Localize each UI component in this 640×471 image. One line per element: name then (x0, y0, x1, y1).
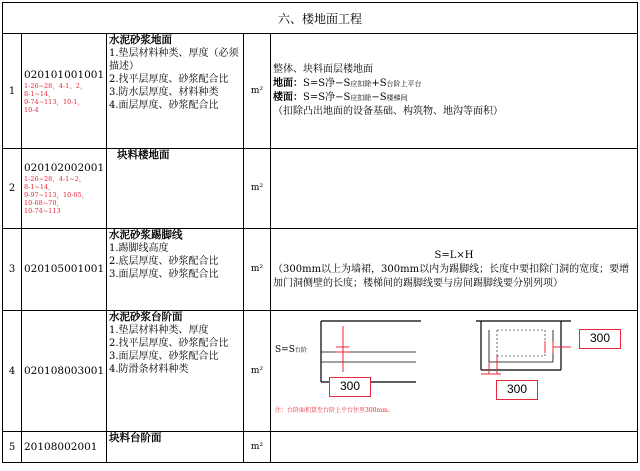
item-name: 水泥砂浆地面 (109, 34, 172, 46)
code-ref-line: 8-1~14， (24, 89, 55, 98)
code-ref (24, 175, 104, 215)
code-ref-line: 10-68~70， (24, 199, 63, 207)
dim-label: 300 (329, 377, 371, 397)
bill-table (2, 33, 638, 463)
rule-note: 注：台阶面积算至台阶上平台往里300mm。 (275, 406, 394, 414)
item-name-cell (107, 149, 244, 229)
feature-line: 2.找平层厚度、砂浆配合比 (109, 74, 229, 85)
unit: m² (244, 311, 271, 432)
row-number: 4 (3, 311, 22, 432)
item-code: 20108002001 (22, 432, 107, 463)
code-ref-line: 9-74~113，10-1， (24, 97, 85, 106)
table-row (3, 311, 638, 432)
feature-line: 3.防水层厚度、材料种类 (109, 87, 219, 98)
feature-line: 4.防滑条材料种类 (109, 364, 189, 375)
rule-story: 楼面：S=S净−S应扣除−S楼梯间 (273, 92, 408, 103)
rule-cell (271, 149, 638, 229)
rule-formula: S=L×H (434, 249, 474, 261)
unit: m² (244, 229, 271, 311)
item-code: 020101001001 (24, 68, 105, 81)
rule-cell (271, 432, 638, 463)
unit: m² (244, 432, 271, 463)
section-title: 六、楼地面工程 (2, 2, 638, 34)
unit: m² (244, 34, 271, 149)
rule-line: 整体、块料面层楼地面 (273, 64, 373, 75)
code-ref (24, 82, 104, 114)
item-code: 020102002001 (24, 162, 105, 174)
feature-line: 2.找平层厚度、砂浆配合比 (109, 338, 229, 349)
item-name: 水泥砂浆踢脚线 (109, 229, 183, 241)
dim-label: 300 (579, 329, 621, 349)
item-code: 020108003001 (22, 311, 107, 432)
feature-line: 3.面层厚度、砂浆配合比 (109, 351, 219, 362)
rule-cell (271, 229, 638, 311)
item-code: 020105001001 (22, 229, 107, 311)
stair-diagram (271, 312, 637, 431)
rule-formula: S=S台阶 (275, 344, 307, 355)
table-row (3, 34, 638, 149)
unit: m² (244, 149, 271, 229)
item-code-cell (22, 149, 107, 229)
feature-line: 3.面层厚度、砂浆配合比 (109, 269, 219, 280)
table-row (3, 432, 638, 463)
rule-cell (271, 34, 638, 149)
rule-cell (271, 311, 638, 432)
code-ref-line: 9-97~113，10-65， (24, 191, 89, 199)
item-name: 块料楼地面 (117, 149, 170, 161)
feature-line: 1.踢脚线高度 (109, 243, 169, 254)
item-name-cell (107, 432, 244, 463)
dim-label: 300 (496, 380, 538, 400)
item-name: 水泥砂浆台阶面 (109, 311, 183, 323)
table-row (3, 229, 638, 311)
feature-line: 1.垫层材料种类、厚度 (109, 325, 209, 336)
row-number: 5 (3, 432, 22, 463)
code-ref-line: 8-1~14， (24, 183, 55, 191)
code-ref-line: 1-26~28，4-1、2， (24, 81, 87, 90)
code-ref-line: 10-4 (24, 105, 39, 114)
item-code-cell (22, 34, 107, 149)
row-number: 1 (3, 34, 22, 149)
item-name: 块料台阶面 (109, 432, 162, 444)
code-ref-line: 10-74~113 (24, 207, 61, 215)
rule-note: （300mm以上为墙裙，300mm以内为踢脚线；长度中要扣除门洞的宽度；要增加门洞侧壁的长度；楼梯间的踢脚线要与房间踢脚线要分别列项） (273, 263, 630, 289)
feature-line: 1.垫层材料种类、厚度（必须描述） (109, 48, 239, 72)
item-name-cell (107, 311, 244, 432)
table-row (3, 149, 638, 229)
code-ref-line: 1-26~28，4-1~2， (24, 175, 86, 183)
item-name-cell (107, 34, 244, 149)
row-number: 3 (3, 229, 22, 311)
rule-note: （扣除凸出地面的设备基础、构筑物、地沟等面积） (273, 106, 503, 117)
feature-line: 2.底层厚度、砂浆配合比 (109, 256, 219, 267)
row-number: 2 (3, 149, 22, 229)
item-name-cell (107, 229, 244, 311)
feature-line: 4.面层厚度、砂浆配合比 (109, 100, 219, 111)
rule-floor: 地面：S=S净−S应扣除+S台阶上平台 (273, 78, 422, 89)
